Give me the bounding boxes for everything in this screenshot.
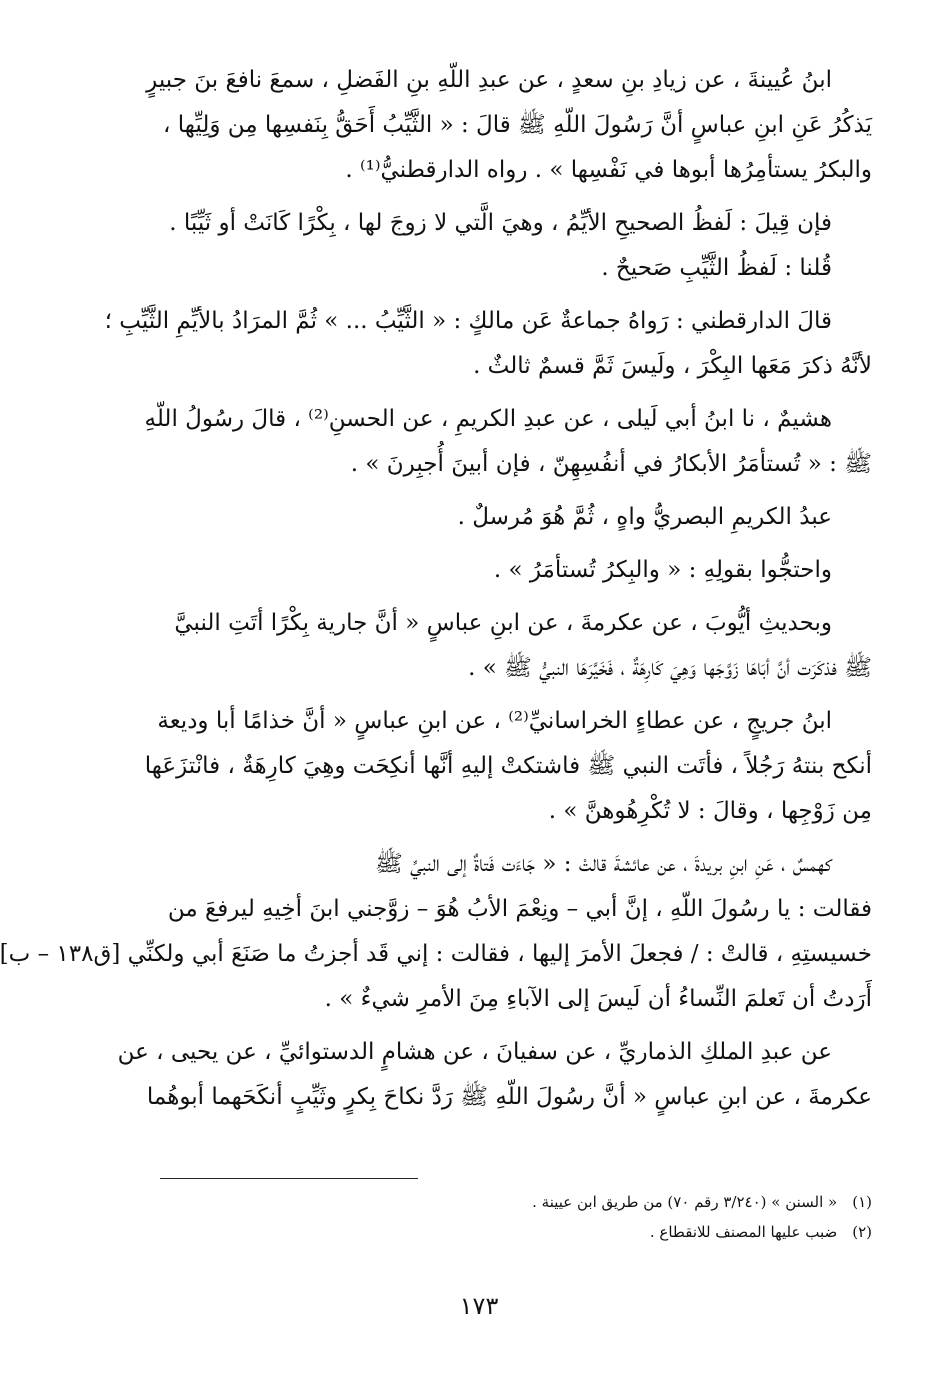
paragraph <box>117 1030 872 1120</box>
footnote <box>160 1217 872 1247</box>
paragraph <box>160 548 872 593</box>
footnote <box>160 1187 872 1217</box>
text-line: هشيمٌ ، نا ابنُ أبي لَيلى ، عن عبدِ الكريمِ ، عن الحسنِ⁽²⁾ ، قالَ رسُولُ اللّهِ <box>144 406 832 432</box>
text-line: عكرمةَ ، عن ابنِ عباسٍ « أنَّ رسُولَ اللّهِ ﷺ رَدَّ نكاحَ بِكرٍ وثَيِّبٍ أنكَحَهما أبوهُما <box>146 1084 872 1110</box>
text-line: لأنَّهُ ذكرَ مَعَها البِكْرَ ، ولَيسَ ثَمَّ قسمٌ ثالثٌ . <box>473 353 872 379</box>
paragraph <box>104 299 872 389</box>
text-line: والبكرُ يستأمِرُها أبوها في نَفْسِها » . رواه الدارقطنيُّ⁽¹⁾ . <box>345 157 872 183</box>
footnote-divider <box>160 1178 418 1179</box>
paragraph <box>146 58 872 193</box>
text-line: قُلنا : لَفظُ الثَّيِّبِ صَحيحٌ . <box>601 255 832 281</box>
text-line: قالَ الدارقطني : رَواهُ جماعةٌ عَن مالكٍ : « الثَّيِّبُ ... » ثُمَّ المرَادُ بالأيِّمِ الثَّيِّبِ ؛ <box>104 308 832 334</box>
text-line: مِن زَوْجِها ، وقالَ : لا تُكْرِهُوهنَّ » . <box>548 798 872 824</box>
text-line: واحتجُّوا بقولِهِ : « والبِكرُ تُستأمَرُ » . <box>493 557 832 583</box>
text-line: فإن قِيلَ : لَفظُ الصحيحِ الأيِّمُ ، وهيَ الَّتي لا زوجَ لها ، بِكْرًا كَانَتْ أو ثَيِّبًا . <box>169 210 832 236</box>
text-line: ابنُ عُيينةَ ، عن زيادِ بنِ سعدٍ ، عن عبدِ اللّهِ بنِ الفَضلِ ، سمعَ نافعَ بنَ جبيرٍ <box>146 67 832 93</box>
page-number: ١٧٣ <box>459 1292 499 1320</box>
text-line: أنكح بنتهُ رَجُلاً ، فأتَت النبي ﷺ فاشتكتْ إليهِ أنَّها أنكِحَت وهِيَ كارِهَةٌ ، فانْتزَعَها <box>144 753 872 779</box>
text-line: ﷺ فذكَرَت أنَّ أبَاهَا زَوَّجَها وَهِيَ كَارِهَةٌ ، فَخَيَّرَهَا النبيُّ ﷺ » . <box>468 655 872 681</box>
footnote-text: « السنن » (٣/٢٤٠ رقم ٧٠) من طريق ابن عيينة . <box>532 1193 838 1211</box>
main-text <box>0 58 872 1128</box>
text-line: ﷺ : « تُستأمَرُ الأبكارُ في أنفُسِهِنّ ، فإن أبينَ أُجبِرنَ » . <box>350 451 872 477</box>
paragraph <box>144 699 872 834</box>
text-line: عن عبدِ الملكِ الذماريِّ ، عن سفيانَ ، عن هشامٍ الدستوائيِّ ، عن يحيى ، عن <box>117 1039 832 1065</box>
paragraph <box>160 495 872 540</box>
text-line: وبحديثِ أيُّوبَ ، عن عكرمةَ ، عن ابنِ عباسٍ « أنَّ جارية بِكْرًا أتَتِ النبيَّ <box>174 610 832 636</box>
footnote-number: (٢) <box>852 1223 872 1241</box>
footnote-number: (١) <box>852 1193 872 1211</box>
text-line: فقالت : يا رسُولَ اللّهِ ، إنَّ أبي – ونِعْمَ الأبُ هُوَ – زوَّجني ابنَ أخِيهِ ليرفعَ من <box>167 896 872 922</box>
text-line: ابنُ جريجٍ ، عن عطاءٍ الخراسانيِّ⁽²⁾ ، عن ابنِ عباسٍ « أنَّ خذامًا أبا وديعة <box>157 708 832 734</box>
text-line: عبدُ الكريمِ البصريُّ واهٍ ، ثُمَّ هُوَ مُرسلٌ . <box>457 504 832 530</box>
paragraph <box>160 601 872 691</box>
paragraph <box>160 201 872 291</box>
paragraph <box>144 397 872 487</box>
footnotes-section <box>160 1178 872 1247</box>
text-line: يَذكُرُ عَنِ ابنِ عباسٍ أنَّ رَسُولَ اللّهِ ﷺ قالَ : « الثَّيِّبُ أَحَقُّ بِنَفسِها مِن وَلِيِّها ، <box>163 112 872 138</box>
paragraph <box>0 842 872 1022</box>
text-line: كهمسٌ ، عَنِ ابنِ بريدةَ ، عن عائشةَ قالتْ : « جَاءَت فَتاةٌ إلى النبيِّ ﷺ <box>374 851 832 877</box>
footnote-text: ضبب عليها المصنف للانقطاع . <box>649 1223 838 1241</box>
text-line-with-margin-note: خسيستِهِ ، قالتْ : / فجعلَ الأمرَ إليها ، فقالت : إني قَد أجزتُ ما صَنَعَ أبي ولكنِّي [ق١٣٨ – ب] <box>0 941 872 967</box>
text-line: أَرَدتُ أن تَعلمَ النِّساءُ أن لَيسَ إلى الآباءِ مِنَ الأمرِ شيءٌ » . <box>324 986 872 1012</box>
